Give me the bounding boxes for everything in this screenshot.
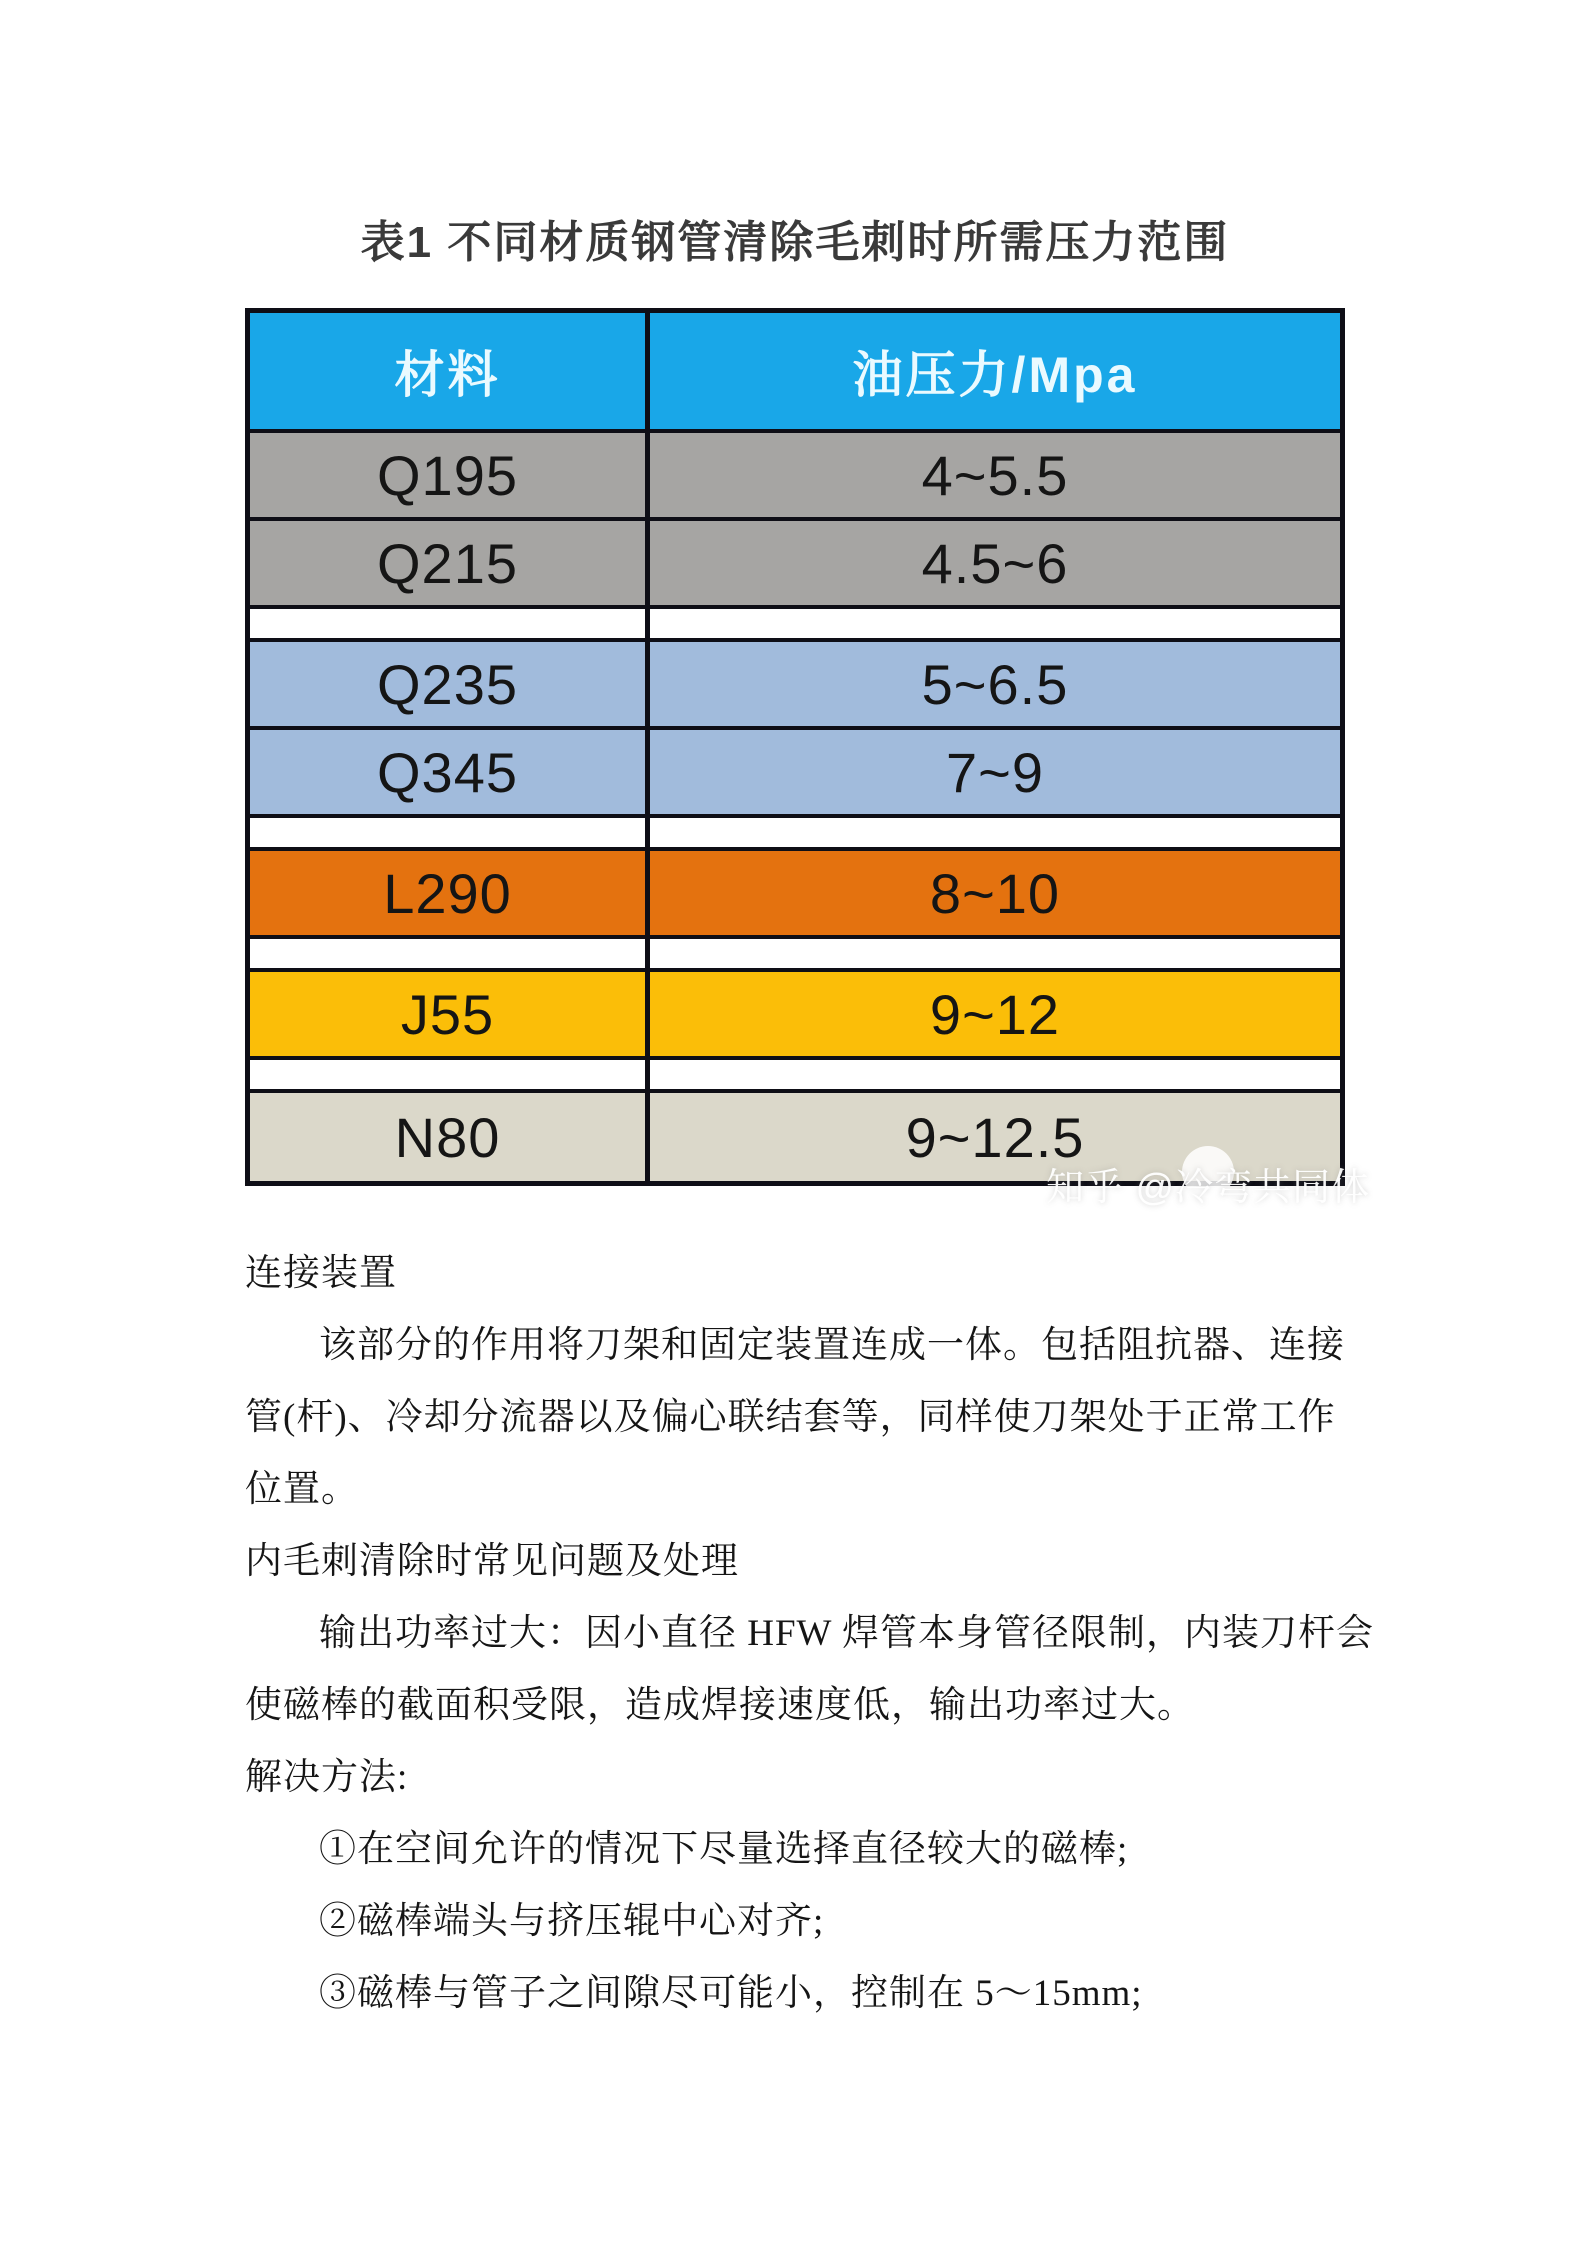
table-row	[250, 521, 1340, 609]
paragraph-line: 输出功率过大：因小直径 HFW 焊管本身管径限制，内装刀杆会	[319, 1613, 1375, 1654]
heading-common-problems: 内毛刺清除时常见问题及处理	[245, 1541, 739, 1582]
material-cell: Q235	[250, 642, 650, 726]
separator-cell	[250, 818, 650, 847]
pressure-cell: 8~10	[929, 861, 1061, 925]
separator-row	[250, 1060, 1340, 1093]
pressure-cell: 9~12.5	[905, 1105, 1085, 1169]
solution-item-3: ③磁棒与管子之间隙尽可能小，控制在 5～15mm;	[319, 1973, 1143, 2014]
body-text	[245, 1238, 1375, 2030]
pressure-cell: 4.5~6	[921, 531, 1069, 595]
separator-row	[250, 609, 1340, 642]
paragraph-line: 位置。	[245, 1469, 359, 1510]
heading-solutions: 解决方法:	[245, 1757, 409, 1798]
material-cell: Q195	[250, 433, 650, 517]
watermark-text: 知乎 @冷弯共同体	[1046, 1167, 1371, 1209]
separator-cell	[650, 1060, 1340, 1089]
material-cell: J55	[250, 972, 650, 1056]
pressure-cell: 7~9	[946, 740, 1044, 804]
table-title: 表1 不同材质钢管清除毛刺时所需压力范围	[360, 218, 1230, 267]
paragraph-line: 管(杆)、冷却分流器以及偏心联结套等，同样使刀架处于正常工作	[245, 1397, 1336, 1438]
pressure-cell: 9~12	[929, 982, 1061, 1046]
separator-cell	[650, 609, 1340, 638]
pressure-cell: 4~5.5	[921, 443, 1069, 507]
table-row	[250, 433, 1340, 521]
material-cell: L290	[250, 851, 650, 935]
watermark	[1046, 1152, 1371, 1209]
header-pressure: 油压力/Mpa	[852, 347, 1138, 403]
header-material: 材料	[250, 313, 650, 429]
separator-row	[250, 939, 1340, 972]
pressure-cell: 5~6.5	[921, 652, 1069, 716]
table-row	[250, 851, 1340, 939]
table-row	[250, 730, 1340, 818]
material-cell: N80	[250, 1093, 650, 1181]
table-header-row	[250, 313, 1340, 433]
pressure-table	[245, 308, 1345, 1186]
separator-cell	[650, 818, 1340, 847]
separator-cell	[650, 939, 1340, 968]
solution-item-2: ②磁棒端头与挤压辊中心对齐;	[319, 1901, 825, 1942]
paragraph-line: 使磁棒的截面积受限，造成焊接速度低，输出功率过大。	[245, 1685, 1195, 1726]
separator-row	[250, 818, 1340, 851]
material-cell: Q215	[250, 521, 650, 605]
table-row	[250, 642, 1340, 730]
separator-cell	[250, 939, 650, 968]
paragraph-line: 该部分的作用将刀架和固定装置连成一体。包括阻抗器、连接	[319, 1325, 1345, 1366]
solution-item-1: ①在空间允许的情况下尽量选择直径较大的磁棒;	[319, 1829, 1129, 1870]
separator-cell	[250, 609, 650, 638]
heading-connection-device: 连接装置	[245, 1253, 397, 1294]
separator-cell	[250, 1060, 650, 1089]
table-row	[250, 972, 1340, 1060]
material-cell: Q345	[250, 730, 650, 814]
